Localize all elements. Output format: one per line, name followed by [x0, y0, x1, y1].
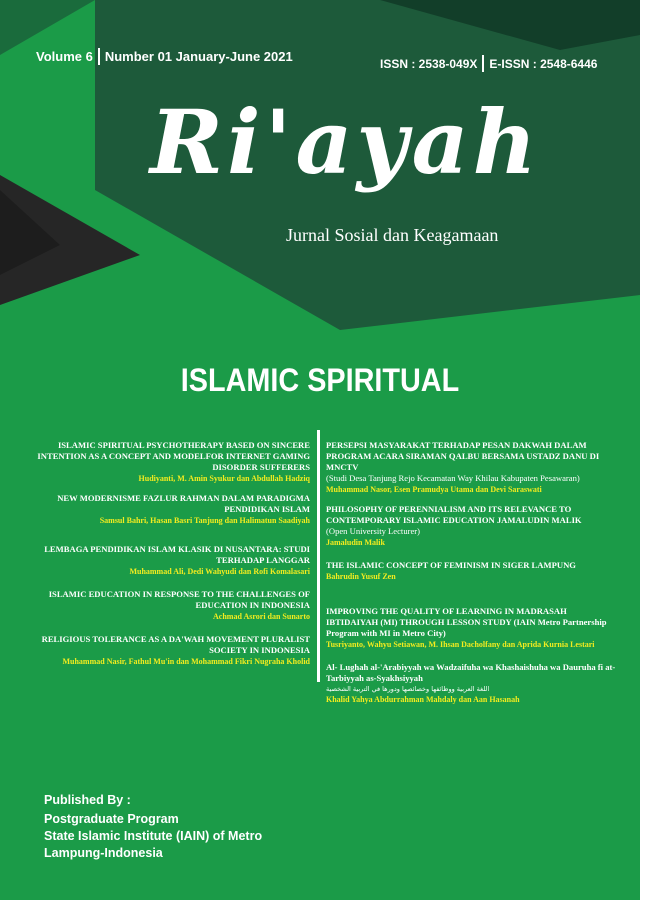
article-authors: Khalid Yahya Abdurrahman Mahdaly dan Aan Hasanah — [326, 695, 520, 704]
separator-bar — [482, 55, 484, 72]
article-note: (Open University Lecturer) — [326, 526, 421, 536]
articles-left-column — [20, 440, 310, 676]
article-title: RELIGIOUS TOLERANCE AS A DA'WAH MOVEMENT PLURALIST SOCIETY IN INDONESIA — [41, 634, 310, 655]
journal-logo: Ri'ayah — [150, 90, 541, 194]
article-title: ISLAMIC EDUCATION IN RESPONSE TO THE CHALLENGES OF EDUCATION IN INDONESIA — [48, 589, 310, 610]
article-entry — [326, 606, 616, 650]
article-title: PERSEPSI MASYARAKAT TERHADAP PESAN DAKWAH DALAM PROGRAM ACARA SIRAMAN QALBU BERSAMA USTADZ DANU DI MNCTV — [326, 440, 600, 472]
article-entry — [20, 440, 310, 484]
article-entry — [20, 589, 310, 622]
publisher-line: State Islamic Institute (IAIN) of Metro — [44, 829, 263, 843]
article-title: Al- Lughah al-'Arabiyyah wa Wadzaifuha wa Khashaishuha wa Dauruha fi at-Tarbiyyah as-Syakhsiyyah — [326, 662, 616, 683]
article-title: PHILOSOPHY OF PERENNIALISM AND ITS RELEVANCE TO CONTEMPORARY ISLAMIC EDUCATION JAMALUDIN MALIK — [326, 504, 582, 525]
article-entry — [20, 544, 310, 577]
article-authors: Samsul Bahri, Hasan Basri Tanjung dan Halimatun Saadiyah — [99, 516, 310, 525]
journal-subtitle: Jurnal Sosial dan Keagamaan — [286, 225, 499, 245]
volume-number — [36, 48, 293, 65]
article-entry — [326, 440, 616, 495]
article-entry — [20, 634, 310, 667]
article-authors: Jamaludin Malik — [326, 538, 385, 547]
issn: ISSN : 2538-049X — [380, 56, 478, 71]
e-issn: E-ISSN : 2548-6446 — [489, 56, 598, 71]
articles-right-column — [326, 440, 616, 714]
issue-number: Number 01 January-June 2021 — [104, 49, 293, 64]
issn-block — [380, 55, 597, 72]
article-title: THE ISLAMIC CONCEPT OF FEMINISM IN SIGER LAMPUNG — [326, 560, 576, 570]
article-authors: Bahrudin Yusuf Zen — [326, 572, 396, 581]
publisher-line: Postgraduate Program — [44, 812, 179, 826]
article-title: ISLAMIC SPIRITUAL PSYCHOTHERAPY BASED ON SINCERE INTENTION AS A CONCEPT AND MODELFOR INTERNET GAMING DISORDER SUFFERERS — [37, 440, 310, 472]
article-entry — [326, 560, 616, 582]
publisher-block — [44, 792, 262, 862]
article-title: IMPROVING THE QUALITY OF LEARNING IN MADRASAH IBTIDAIYAH (MI) THROUGH LESSON STUDY (IAIN Metro Partnership Program with MI in Metro City) — [326, 606, 607, 638]
article-arabic-title: اللغة العربية ووظائفها وخصائصها ودورها في التربية الشخصية — [326, 685, 490, 693]
publisher-line: Lampung-Indonesia — [44, 846, 163, 860]
article-authors: Hudiyanti, M. Amin Syukur dan Abdullah Hadziq — [138, 474, 310, 483]
article-authors: Achmad Asrori dan Sunarto — [213, 612, 310, 621]
green-corner-left — [0, 0, 95, 55]
publisher-label: Published By : — [44, 793, 131, 807]
article-title: LEMBAGA PENDIDIKAN ISLAM KLASIK DI NUSANTARA: STUDI TERHADAP LANGGAR — [44, 544, 310, 565]
article-note: (Studi Desa Tanjung Rejo Kecamatan Way Khilau Kabupaten Pesawaran) — [326, 473, 580, 483]
volume: Volume 6 — [36, 49, 93, 64]
issue-theme: ISLAMIC SPIRITUAL — [180, 362, 460, 398]
article-entry — [326, 662, 616, 705]
article-authors: Muhammad Nasir, Fathul Mu'in dan Mohammad Fikri Nugraha Kholid — [62, 657, 310, 666]
article-authors: Tusriyanto, Wahyu Setiawan, M. Ihsan Dacholfany dan Aprida Kurnia Lestari — [326, 640, 595, 649]
article-authors: Muhammad Nasor, Esen Pramudya Utama dan Devi Saraswati — [326, 485, 542, 494]
article-authors: Muhammad Ali, Dedi Wahyudi dan Rofi Komalasari — [129, 567, 310, 576]
article-entry — [20, 493, 310, 526]
article-entry — [326, 504, 616, 548]
column-divider — [317, 430, 320, 682]
article-title: NEW MODERNISME FAZLUR RAHMAN DALAM PARADIGMA PENDIDIKAN ISLAM — [57, 493, 310, 514]
separator-bar — [98, 48, 100, 65]
